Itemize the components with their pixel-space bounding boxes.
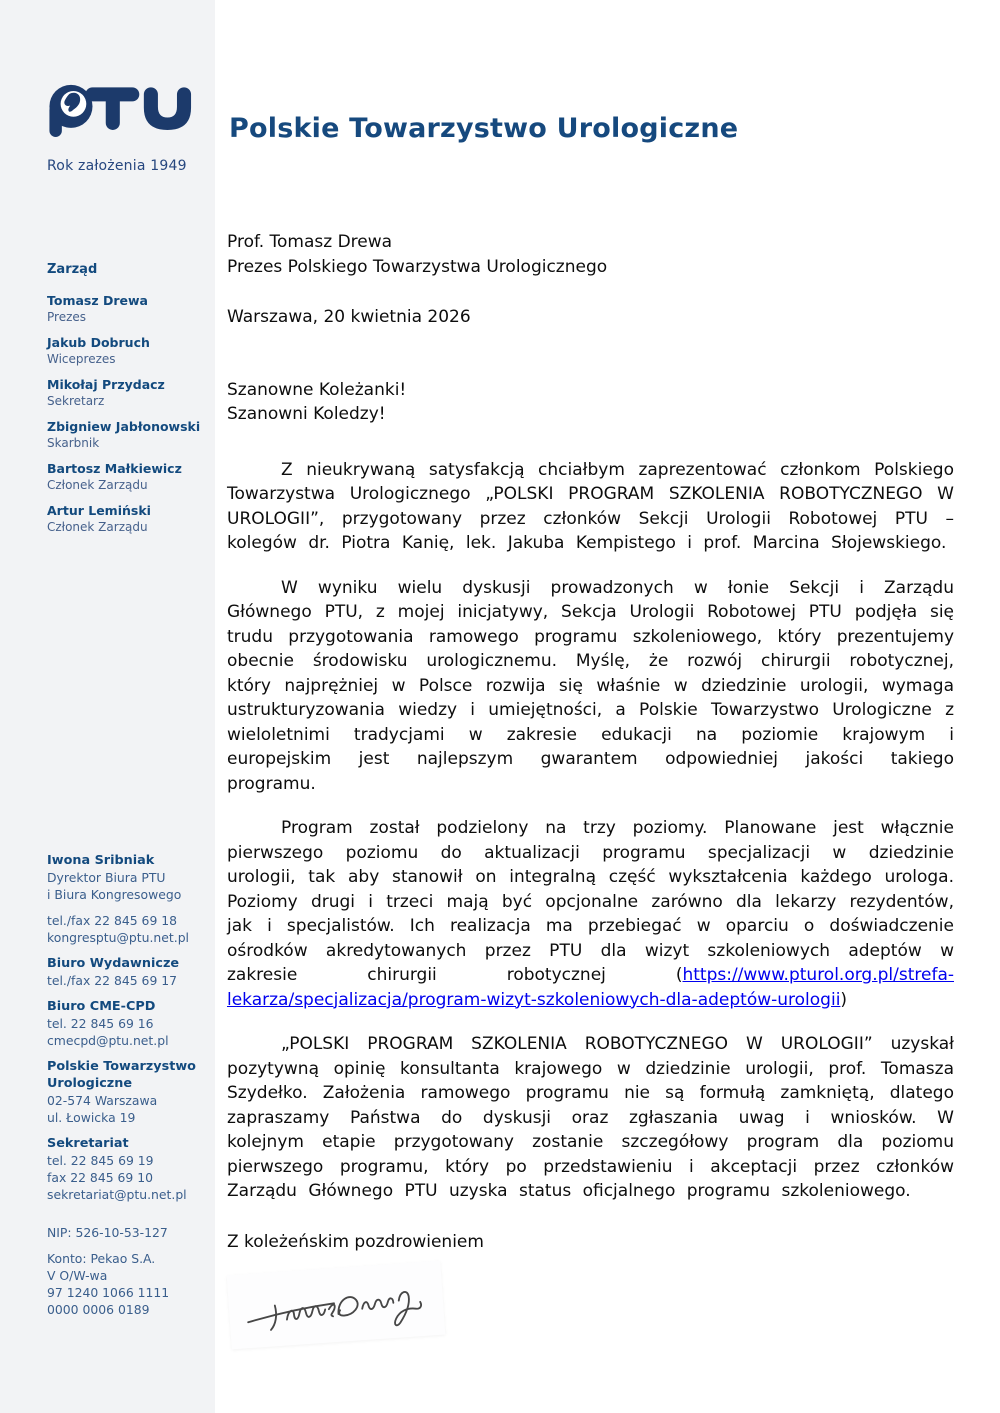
phone-line: tel. 22 845 69 16 (47, 1016, 154, 1031)
paragraph-1: Z nieukrywaną satysfakcją chciałbym zaprezentować członkom Polskiego Towarzystwa Urologicznego „POLSKI PROGRAM SZKOLENIA ROBOTYCZNEGO W UROLOGII”, przygotowany przez członków Sekcji Urologii Robotowej PTU – kolegów dr. Piotra Kanię, lek. Jakuba Kempistego i prof. Marcina Słojewskiego. (227, 459, 954, 553)
board-member-role: Skarbnik (47, 436, 100, 450)
board-member-name: Zbigniew Jabłonowski (47, 419, 201, 434)
fax-line: fax 22 845 69 10 (47, 1170, 153, 1185)
paragraph-4: „POLSKI PROGRAM SZKOLENIA ROBOTYCZNEGO W UROLOGII” uzyskał pozytywną opinię konsultanta krajowego w dziedzinie urologii, prof. Tomasza Szydełko. Założenia ramowego programu nie są formułą zamkniętą, dlatego zapraszamy Państwa do dyskusji oraz zgłaszania uwag i wniosków. W kolejnym etapie przygotowany zostanie szczegółowy program dla poziomu pierwszego programu, który po przedstawieniu i akceptacji przez członków Zarządu Głównego PTU uzyska status oficjalnego programu szkoleniowego. (227, 1034, 954, 1201)
secretariat-title: Sekretariat (47, 1136, 129, 1151)
board-member (47, 292, 200, 325)
nip-block (47, 1224, 209, 1241)
phone-line: tel. 22 845 69 19 (47, 1153, 154, 1168)
address-line: ul. Łowicka 19 (47, 1110, 136, 1125)
board-member-role: Prezes (47, 310, 87, 324)
closing-line: Z koleżeńskim pozdrowieniem (227, 1231, 484, 1252)
email-line: kongresptu@ptu.net.pl (47, 930, 189, 945)
board-member-name: Artur Lemiński (47, 503, 151, 518)
office-section (47, 852, 209, 1327)
publishing-office (47, 955, 209, 989)
office-director-title: Dyrektor Biura PTU (47, 870, 166, 885)
board-member (47, 460, 200, 493)
signature-image (227, 1261, 446, 1350)
board-member (47, 334, 200, 367)
author-block (227, 230, 954, 279)
phone-line: tel./fax 22 845 69 18 (47, 913, 178, 928)
bank-line: 97 1240 1066 1111 (47, 1285, 170, 1300)
office-director-name: Iwona Sribniak (47, 853, 155, 868)
org-address (47, 1058, 209, 1126)
cme-office (47, 998, 209, 1049)
founded-year: Rok założenia 1949 (47, 158, 187, 174)
office-director-title: i Biura Kongresowego (47, 887, 182, 902)
phone-line: tel./fax 22 845 69 17 (47, 973, 178, 988)
board-member-role: Członek Zarządu (47, 520, 148, 534)
board-member-name: Mikołaj Przydacz (47, 377, 165, 392)
ptu-logo (46, 84, 192, 141)
org-name: Polskie Towarzystwo Urologiczne (47, 1059, 196, 1091)
board-member-name: Tomasz Drewa (47, 293, 148, 308)
page-title: Polskie Towarzystwo Urologiczne (229, 113, 739, 144)
board-member-role: Członek Zarządu (47, 478, 148, 492)
bank-account-block (47, 1250, 209, 1318)
sidebar (0, 0, 215, 1413)
letter-content (227, 0, 954, 1342)
nip-number: NIP: 526-10-53-127 (47, 1225, 168, 1240)
paragraph-2: W wyniku wielu dyskusji prowadzonych w łonie Sekcji i Zarządu Głównego PTU, z mojej inicjatywy, Sekcja Urologii Robotowej PTU podjęła się trudu przygotowania ramowego programu szkoleniowego, który prezentujemy obecnie środowisku urologicznemu. Myślę, że rozwój chirurgii robotycznej, który najprężniej w Polsce rozwija się właśnie w dziedzinie urologii, wymaga ustrukturyzowania wiedzy i umiejętności, a Polskie Towarzystwo Urologiczne z wieloletnimi tradycjami w zakresie edukacji na poziomie krajowym i europejskim jest najlepszym gwarantem odpowiedniej jakości takiego programu. (227, 577, 954, 794)
board-header: Zarząd (47, 262, 98, 277)
author-name: Prof. Tomasz Drewa (227, 232, 393, 252)
office-director-contact (47, 912, 209, 946)
dateline: Warszawa, 20 kwietnia 2026 (227, 307, 471, 327)
board-member (47, 502, 200, 535)
ptu-logo-icon (46, 84, 192, 137)
board-member (47, 418, 200, 451)
board-section (47, 262, 200, 544)
paragraph-3-close-paren: ) (840, 989, 848, 1010)
cme-office-title: Biuro CME-CPD (47, 999, 156, 1014)
salutation-line: Szanowne Koleżanki! (227, 379, 407, 400)
bank-line: 0000 0006 0189 (47, 1302, 150, 1317)
email-line: cmecpd@ptu.net.pl (47, 1033, 169, 1048)
bank-line: V O/W-wa (47, 1268, 108, 1283)
board-member-name: Jakub Dobruch (47, 335, 150, 350)
paragraph-3-text: Program został podzielony na trzy poziomy. Planowane jest włącznie pierwszego poziomu do aktualizacji programu specjalizacji w dziedzinie urologii, tak aby stanowił on integralną część wykształcenia każdego urologa. Poziomy drugi i trzeci mają być opcjonalne zarówno dla lekarzy rezydentów, jak i specjalistów. Ich realizacja ma przebiegać w oparciu o doświadczenie ośrodków akredytowanych przez PTU dla wizyt szkoleniowych adeptów w zakresie chirurgii robotycznej ( (227, 818, 954, 985)
board-member-role: Wiceprezes (47, 352, 116, 366)
salutation-line: Szanowni Koledzy! (227, 404, 386, 424)
email-line: sekretariat@ptu.net.pl (47, 1187, 187, 1202)
secretariat (47, 1135, 209, 1203)
author-title: Prezes Polskiego Towarzystwa Urologicznego (227, 256, 608, 277)
board-member-role: Sekretarz (47, 394, 105, 408)
board-member-name: Bartosz Małkiewicz (47, 461, 182, 476)
salutation (227, 378, 954, 427)
address-line: 02-574 Warszawa (47, 1093, 158, 1108)
paragraph-3 (227, 816, 954, 1012)
publishing-office-title: Biuro Wydawnicze (47, 956, 180, 971)
program-visits-link[interactable]: https://www.pturol.org.pl/strefa-lekarza/specjalizacja/program-wizyt-szkoleniowych-dla-adeptów-urologii (227, 965, 954, 1010)
board-member (47, 376, 200, 409)
bank-line: Konto: Pekao S.A. (47, 1251, 156, 1266)
office-director (47, 852, 209, 903)
handwritten-signature-icon (227, 1261, 446, 1350)
